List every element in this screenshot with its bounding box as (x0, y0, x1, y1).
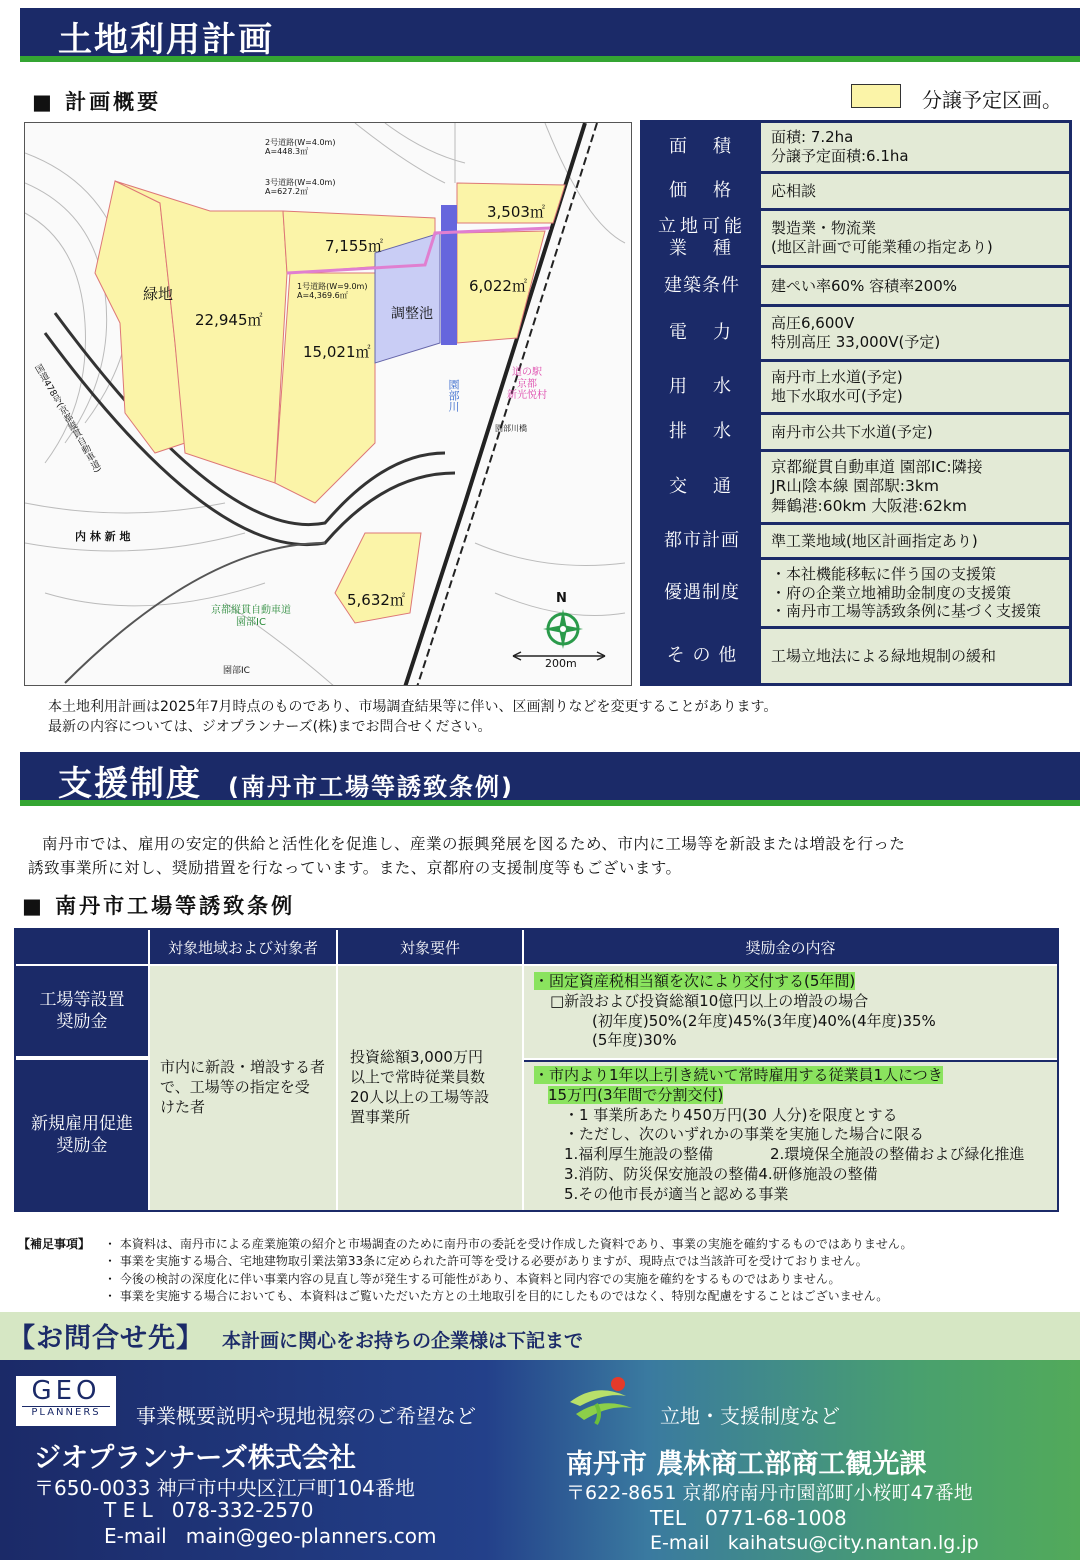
north-label: N (556, 591, 567, 606)
supplement-item: ・ 今後の検討の深度化に伴い事業内容の見直し等が発生する可能性があり、本資料と同内容での実施を確約をするものではありません。 (104, 1271, 841, 1286)
ic-small-label: 園部IC (223, 666, 250, 676)
route-label: 国道478号(京都縦貫自動車道) (31, 363, 103, 475)
spec-table (640, 120, 1072, 686)
lot-area-6: 5,632㎡ (347, 591, 405, 609)
support-table (14, 928, 1059, 1212)
spec-value: 京都縦貫自動車道 園部IC:隣接 JR山陰本線 園部駅:3km 舞鶴港:60km 大阪港:62km (761, 452, 1069, 522)
note-line-2: 最新の内容については、ジオプランナーズ(株)までお問合せください。 (48, 719, 492, 735)
spec-value: 工場立地法による緑地規制の緩和 (761, 629, 1069, 683)
requirement-cell: 投資総額3,000万円 以上で常時従業員数 20人以上の工場等設 置事業所 (338, 966, 522, 1210)
contact-title: 【お問合せ先】 (8, 1323, 204, 1354)
site-map (24, 122, 632, 686)
left-email[interactable]: E-mail main@geo-planners.com (104, 1524, 437, 1548)
bridge-label: 園部川橋 (495, 424, 527, 433)
geo-planners-logo: GEO PLANNERS (16, 1376, 116, 1426)
target-cell: 市内に新設・増設する者 で、工場等の指定を受 けた者 (150, 966, 336, 1210)
spec-row-other (643, 629, 1069, 683)
spec-row-city-planning (643, 525, 1069, 557)
river-label: 園部川 (447, 379, 460, 412)
highlight-employment-2: 15万円(3年間で分割交付) (548, 1085, 724, 1104)
spec-label: 立地可能 業 種 (658, 216, 746, 259)
right-email[interactable]: E-mail kaihatsu@city.nantan.lg.jp (650, 1532, 979, 1554)
nantan-city-logo-icon (566, 1374, 640, 1426)
ordinance-heading: ■ 南丹市工場等誘致条例 (22, 894, 296, 918)
content-cell-facility: ・固定資産税相当額を次により交付する(5年間) □新設および投資総額10億円以上の増設の場合 (初年度)50%(2年度)45%(3年度)40%(4年度)35% (5年度)30% (524, 966, 1057, 1058)
spec-row-incentives (643, 560, 1069, 626)
left-company: ジオプランナーズ株式会社 (34, 1443, 356, 1474)
header-blank (16, 930, 148, 964)
spec-label: 優遇制度 (664, 582, 740, 604)
ic-label: 京都縦貫自動車道 園部IC (211, 605, 291, 628)
right-purpose: 立地・支援制度など (660, 1404, 840, 1428)
header-target: 対象地域および対象者 (150, 930, 336, 964)
lot-area-2: 15,021㎡ (303, 343, 371, 361)
lot-area-4: 3,503㎡ (487, 203, 545, 221)
spec-value: 建ぺい率60% 容積率200% (761, 268, 1069, 304)
right-org: 南丹市 農林商工部商工観光課 (566, 1449, 927, 1480)
supplement-item: ・ 事業を実施する場合、宅地建物取引業法第33条に定められた許可等を受ける必要がありますが、現時点では当該許可を受けておりません。 (104, 1254, 868, 1269)
spec-value: 面積: 7.2ha 分譲予定面積:6.1ha (761, 123, 1069, 171)
row-label-facility: 工場等設置 奨励金 (16, 966, 148, 1058)
spec-value: 応相談 (761, 174, 1069, 208)
spec-value: 高圧6,600V 特別高圧 33,000V(予定) (761, 307, 1069, 359)
naibayashi-label: 内 林 新 地 (75, 530, 131, 543)
spec-label: そ の 他 (666, 645, 738, 667)
lot-area-1: 22,945㎡ (195, 311, 263, 329)
spec-row-industry (643, 211, 1069, 265)
spec-row-power (643, 307, 1069, 359)
scale-label: 200m (545, 657, 577, 670)
section-bar-support (20, 752, 1080, 806)
row-label-employment: 新規雇用促進 奨励金 (16, 1060, 148, 1210)
pond-label: 調整池 (391, 306, 433, 322)
contact-panel (0, 1360, 1080, 1560)
supplement-label: 【補足事項】 (18, 1237, 91, 1251)
lot-area-3: 7,155㎡ (325, 237, 383, 255)
spec-value: 南丹市公共下水道(予定) (761, 415, 1069, 449)
highlight-employment-1: ・市内より1年以上引き続いて常時雇用する従業員1人につき (534, 1066, 943, 1084)
note-line-1: 本土地利用計画は2025年7月時点のものであり、市場調査結果等に伴い、区画割りなどを変更することがあります。 (48, 699, 778, 715)
legend-label: 分譲予定区画。 (922, 88, 1062, 112)
left-purpose: 事業概要説明や現地視察のご希望など (136, 1404, 476, 1428)
section-title-land-use: 土地利用計画 (58, 20, 274, 60)
spec-value: 準工業地域(地区計画指定あり) (761, 525, 1069, 557)
content-cell-employment: ・市内より1年以上引き続いて常時雇用する従業員1人につき 15万円(3年間で分割交付) ・1 事業所あたり450万円(30 人分)を限度とする ・ただし、次のいずれかの事業を実施した場合に限る 1.福利厚生施設の整備 2.環境保全施設の整備および緑化推進 3.消防、防災保安施設の整備4.研修施設の整備 5.その他市長が適当と認める事業 (524, 1060, 1057, 1210)
road3-label: 3号道路(W=4.0m) A=627.2㎡ (265, 178, 336, 196)
spec-row-price (643, 174, 1069, 208)
lot-area-5: 6,022㎡ (469, 277, 527, 295)
michi-no-eki-label: 道の駅 京都 新光悦村 (507, 367, 547, 401)
spec-value: ・本社機能移転に伴う国の支援策 ・府の企業立地補助金制度の支援策 ・南丹市工場等誘致条例に基づく支援策 (761, 560, 1069, 626)
road2-label: 2号道路(W=4.0m) A=448.3㎡ (265, 138, 336, 156)
intro-paragraph: 南丹市では、雇用の安定的供給と活性化を促進し、産業の振興発展を図るため、市内に工場等を新設または増設を行った 誘致事業所に対し、奨励措置を行なっています。また、京都府の支援制度等もございます。 (28, 835, 906, 878)
spec-label: 電 力 (669, 322, 735, 344)
spec-row-area (643, 123, 1069, 171)
spec-label: 価 格 (669, 180, 735, 202)
spec-label: 面 積 (669, 136, 735, 158)
spec-value: 製造業・物流業 (地区計画で可能業種の指定あり) (761, 211, 1069, 265)
spec-value: 南丹市上水道(予定) 地下水取水可(予定) (761, 362, 1069, 412)
spec-label: 交 通 (669, 476, 735, 498)
spec-label: 排 水 (669, 421, 735, 443)
spec-row-drainage (643, 415, 1069, 449)
spec-row-building (643, 268, 1069, 304)
section-bar-land-use (20, 8, 1080, 62)
contact-subtitle: 本計画に関心をお持ちの企業様は下記まで (222, 1330, 584, 1352)
contact-header (0, 1312, 1080, 1360)
highlight-facility: ・固定資産税相当額を次により交付する(5年間) (534, 972, 856, 990)
overview-heading: ■ 計画概要 (32, 90, 162, 114)
supplement-item: ・ 本資料は、南丹市による産業施策の紹介と市場調査のために南丹市の委託を受け作成した資料であり、事業の実施を確約するものではありません。 (104, 1237, 913, 1251)
legend-swatch (851, 84, 901, 108)
lot-label-ryokuchi: 緑地 (143, 285, 174, 303)
spec-label: 都市計画 (664, 530, 740, 552)
compass-icon (541, 607, 585, 651)
road1-label: 1号道路(W=9.0m) A=4,369.6㎡ (297, 282, 368, 300)
spec-row-water (643, 362, 1069, 412)
left-address: 〒650-0033 神戸市中央区江戸町104番地 (34, 1476, 415, 1500)
left-tel[interactable]: T E L 078-332-2570 (104, 1498, 314, 1522)
section-title-support: 支援制度 (南丹市工場等誘致条例) (58, 764, 514, 804)
supplement-item: ・ 事業を実施する場合においても、本資料はご覧いただいた方との土地取引を目的にしたものではなく、特別な配慮をすることはございません。 (104, 1289, 889, 1304)
header-requirement: 対象要件 (338, 930, 522, 964)
header-content: 奨励金の内容 (524, 930, 1057, 964)
right-tel[interactable]: TEL 0771-68-1008 (650, 1506, 847, 1530)
spec-label: 用 水 (669, 376, 735, 398)
right-address: 〒622-8651 京都府南丹市園部町小桜町47番地 (566, 1482, 973, 1504)
spec-row-transport (643, 452, 1069, 522)
spec-label: 建築条件 (664, 275, 740, 297)
